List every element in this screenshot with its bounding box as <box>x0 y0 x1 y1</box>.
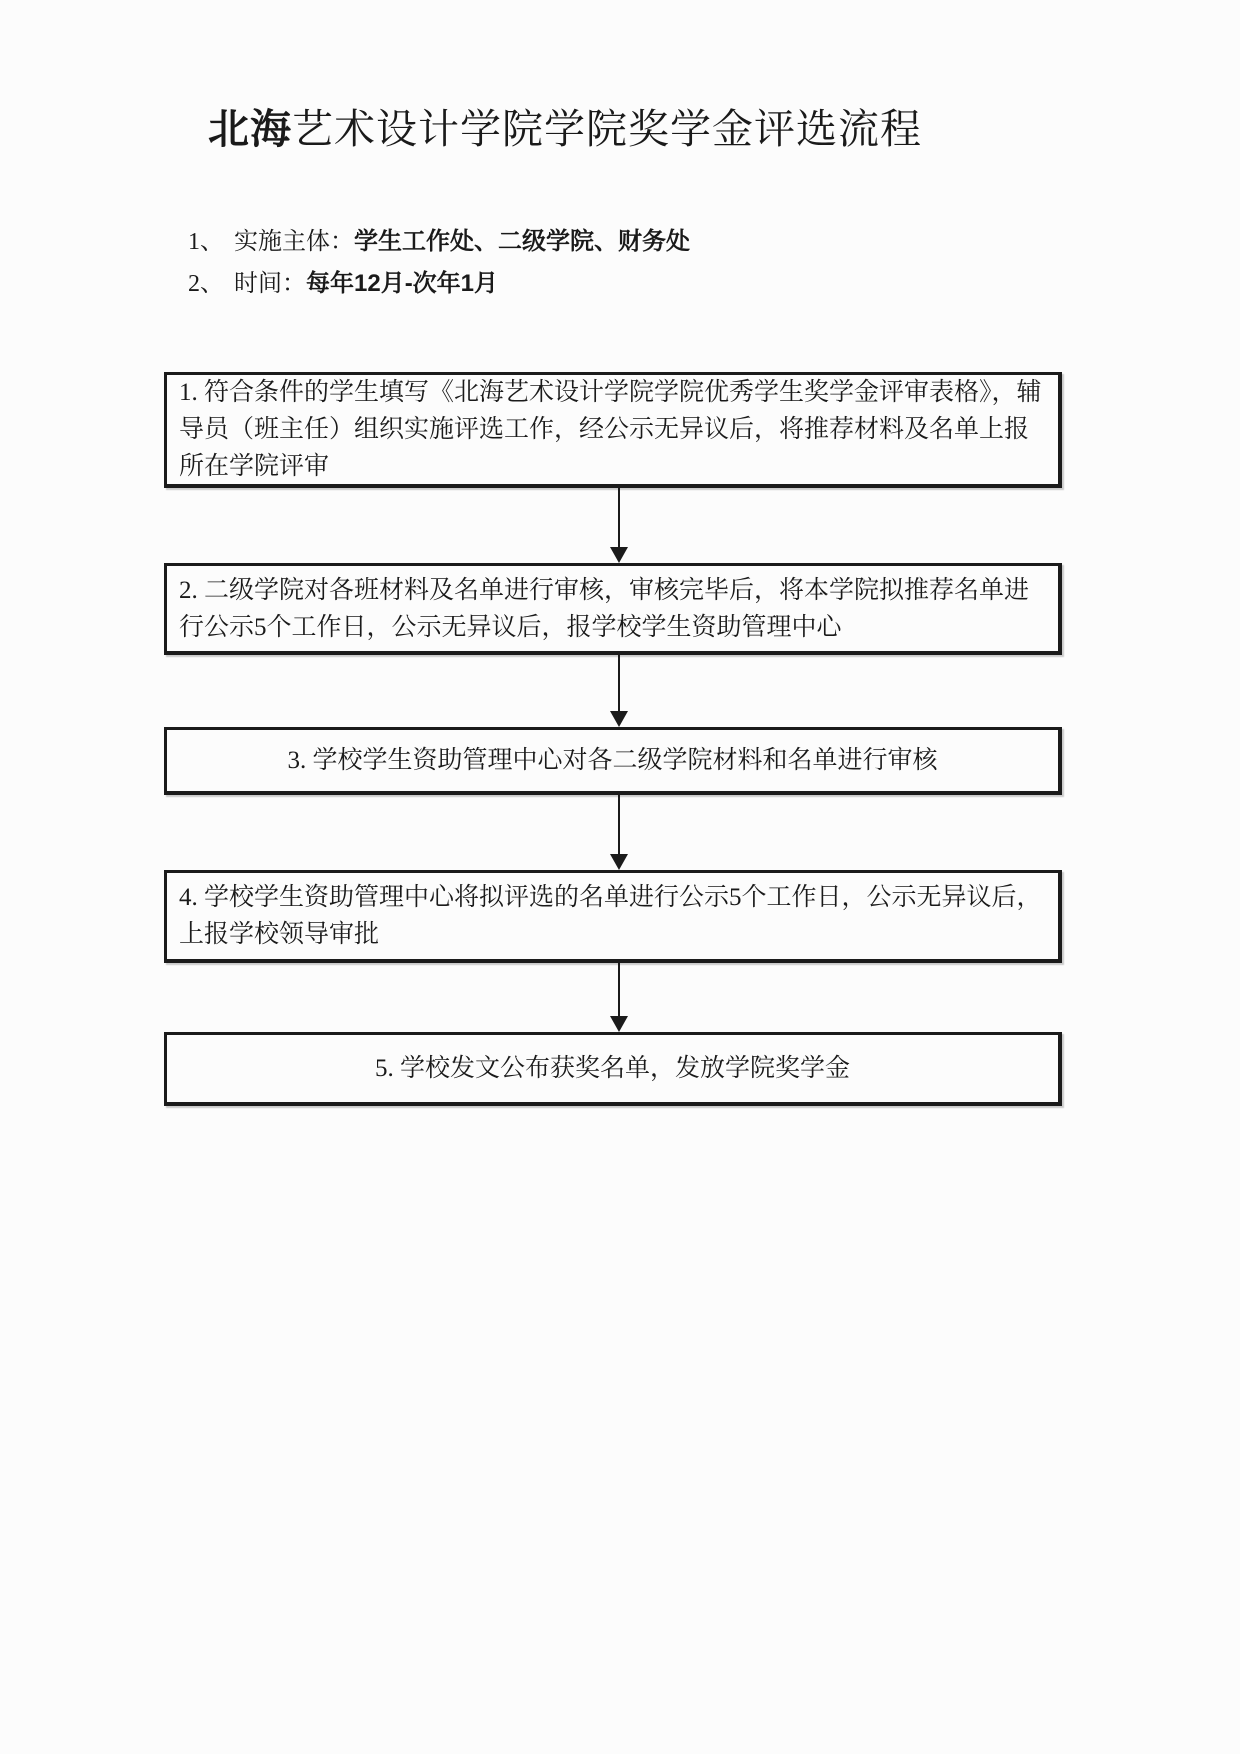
flow-step-3-box <box>164 727 1062 795</box>
info-item-value: 学生工作处、二级学院、财务处 <box>354 228 690 255</box>
flow-step-1-text: 1. 符合条件的学生填写《北海艺术设计学院学院优秀学生奖学金评审表格》，辅导员（班主任）组织实施评选工作，经公示无异议后，将推荐材料及名单上报所在学院评审 <box>179 379 1042 480</box>
arrow-down-icon <box>610 547 628 563</box>
title-bold-text: 北海 <box>208 106 292 152</box>
arrow-line <box>618 795 620 854</box>
flow-arrow-3 <box>604 795 634 870</box>
page-title <box>0 104 1130 154</box>
arrow-line <box>618 963 620 1016</box>
flow-step-1-box <box>164 372 1062 488</box>
flow-step-2-box <box>164 563 1062 655</box>
arrow-down-icon <box>610 1016 628 1032</box>
arrow-down-icon <box>610 711 628 727</box>
info-item-label: 实施主体： <box>234 229 354 255</box>
flow-step-4-text: 4. 学校学生资助管理中心将拟评选的名单进行公示5个工作日，公示无异议后，上报学校领导审批 <box>179 884 1042 948</box>
info-item-time <box>188 269 498 299</box>
flow-arrow-1 <box>604 488 634 563</box>
flow-arrow-2 <box>604 655 634 727</box>
arrow-line <box>618 488 620 547</box>
flow-step-3-text: 3. 学校学生资助管理中心对各二级学院材料和名单进行审核 <box>287 747 938 774</box>
title-normal-text: 艺术设计学院学院奖学金评选流程 <box>292 106 922 152</box>
info-item-label: 时间： <box>234 271 306 297</box>
flow-arrow-4 <box>604 963 634 1032</box>
info-item-number: 2、 <box>188 271 224 297</box>
flow-step-5-text: 5. 学校发文公布获奖名单，发放学院奖学金 <box>374 1055 850 1082</box>
arrow-line <box>618 655 620 711</box>
arrow-down-icon <box>610 854 628 870</box>
flow-step-2-text: 2. 二级学院对各班材料及名单进行审核，审核完毕后，将本学院拟推荐名单进行公示5个工作日，公示无异议后，报学校学生资助管理中心 <box>179 576 1030 641</box>
flow-step-5-box <box>164 1032 1062 1106</box>
info-item-implementers <box>188 227 690 257</box>
info-item-number: 1、 <box>188 229 224 255</box>
info-item-value: 每年12月-次年1月 <box>306 270 499 297</box>
flow-step-4-box <box>164 870 1062 963</box>
